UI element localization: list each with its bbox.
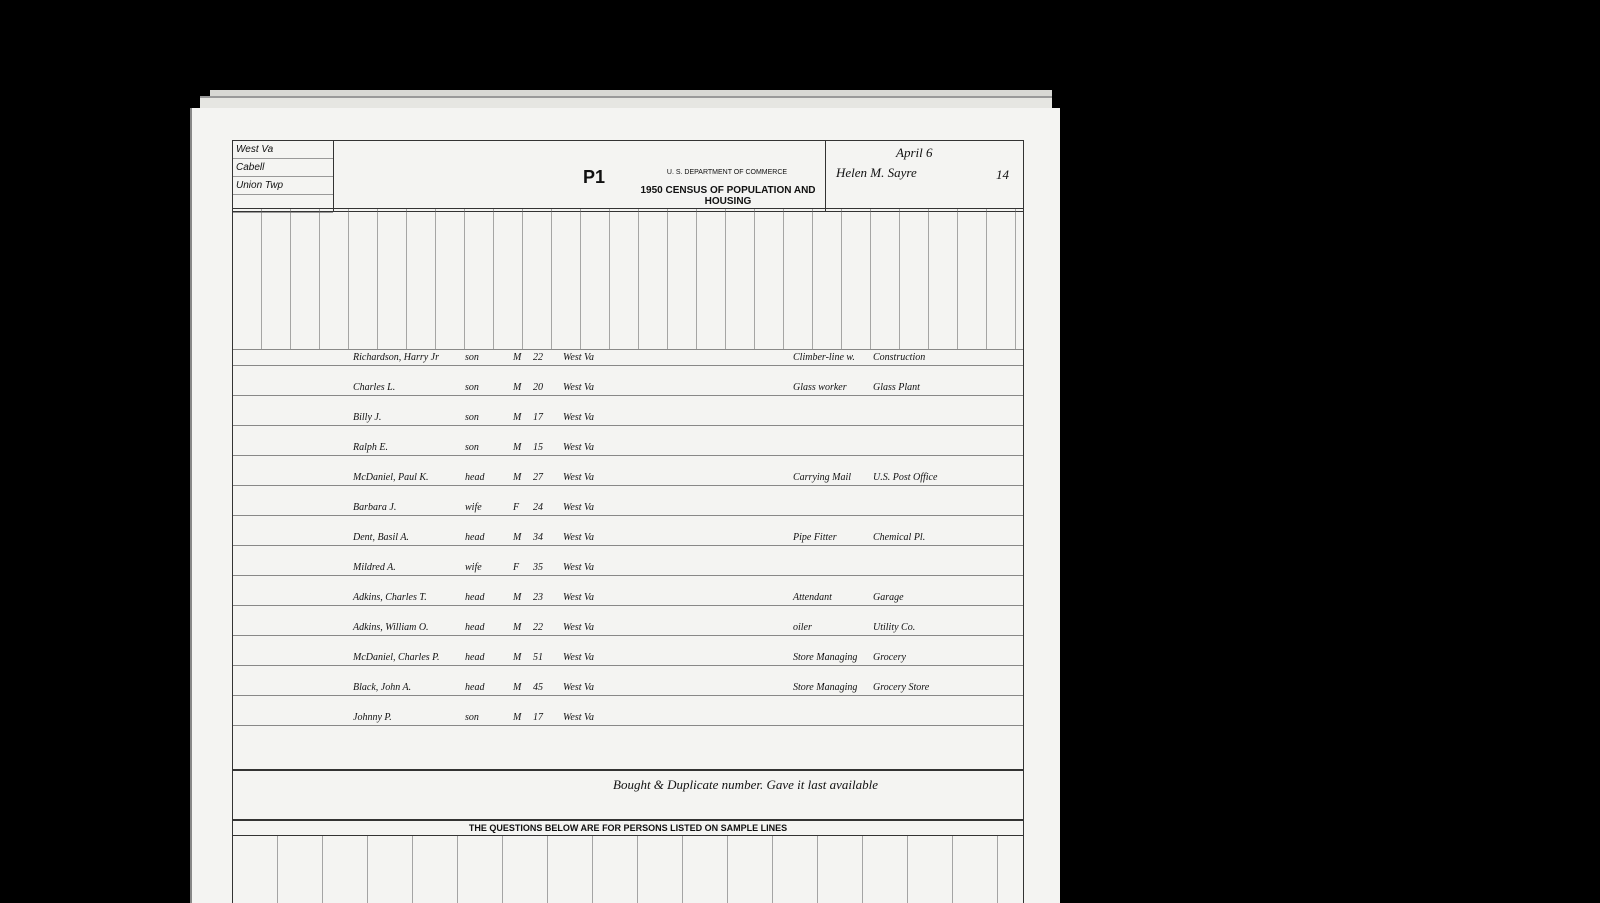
cell-occ: Climber-line w.: [793, 352, 855, 363]
cell-rel: wife: [465, 562, 482, 573]
table-row: [233, 651, 1023, 666]
cell-birth: West Va: [563, 442, 595, 453]
sample-columns: [233, 836, 1023, 903]
cell-rel: son: [465, 382, 479, 393]
cell-rel: wife: [465, 502, 482, 513]
cell-sex: M: [513, 382, 522, 393]
cell-sex: M: [513, 352, 522, 363]
enumerator-block: [825, 141, 1024, 211]
cell-sex: M: [513, 412, 522, 423]
cell-birth: West Va: [563, 652, 595, 663]
table-row: [233, 591, 1023, 606]
cell-rel: head: [465, 472, 485, 483]
cell-age: 35: [533, 562, 543, 573]
cell-age: 15: [533, 442, 543, 453]
table-row: [233, 561, 1023, 576]
cell-name: Adkins, Charles T.: [353, 592, 427, 603]
cell-name: McDaniel, Charles P.: [353, 652, 440, 663]
cell-birth: West Va: [563, 352, 595, 363]
note-line: Bought & Duplicate number. Gave it last available: [613, 777, 879, 792]
cell-birth: West Va: [563, 682, 595, 693]
cell-age: 51: [533, 652, 543, 663]
cell-age: 34: [533, 532, 543, 543]
state-field: West Va: [233, 141, 333, 159]
cell-age: 17: [533, 712, 543, 723]
cell-rel: head: [465, 592, 485, 603]
cell-occ: Carrying Mail: [793, 472, 852, 483]
department-label: U. S. DEPARTMENT OF COMMERCE: [666, 169, 788, 176]
cell-name: Dent, Basil A.: [353, 532, 409, 543]
cell-ind: Grocery: [873, 652, 906, 663]
cell-sex: F: [513, 502, 520, 513]
cell-birth: West Va: [563, 592, 595, 603]
cell-sex: F: [513, 562, 520, 573]
table-row: [233, 681, 1023, 696]
table-row: [233, 621, 1023, 636]
cell-age: 24: [533, 502, 543, 513]
county-field: Cabell: [233, 159, 333, 177]
cell-sex: M: [513, 652, 522, 663]
cell-ind: Chemical Pl.: [873, 532, 926, 543]
cell-sex: M: [513, 682, 522, 693]
cell-ind: Glass Plant: [873, 382, 920, 393]
cell-rel: head: [465, 622, 485, 633]
table-row: [233, 441, 1023, 456]
cell-ind: Construction: [873, 352, 926, 363]
date-field: April 6: [896, 145, 933, 160]
footnotes: [232, 770, 1024, 820]
cell-age: 27: [533, 472, 543, 483]
cell-sex: M: [513, 622, 522, 633]
sample-questions-title: THE QUESTIONS BELOW ARE FOR PERSONS LISTED ON SAMPLE LINES: [233, 821, 1023, 836]
cell-birth: West Va: [563, 502, 595, 513]
cell-birth: West Va: [563, 622, 595, 633]
table-row: [233, 501, 1023, 516]
cell-occ: Attendant: [793, 592, 832, 603]
cell-name: Billy J.: [353, 412, 382, 423]
census-title: 1950 CENSUS OF POPULATION AND HOUSING: [640, 185, 816, 207]
form-title-block: [583, 141, 823, 211]
cell-age: 22: [533, 352, 543, 363]
cell-rel: head: [465, 652, 485, 663]
form-header: [232, 140, 1024, 212]
cell-occ: Glass worker: [793, 382, 847, 393]
cell-name: Ralph E.: [353, 442, 388, 453]
cell-age: 22: [533, 622, 543, 633]
cell-rel: head: [465, 682, 485, 693]
cell-sex: M: [513, 472, 522, 483]
census-table: [232, 208, 1024, 770]
cell-rel: son: [465, 352, 479, 363]
cell-sex: M: [513, 532, 522, 543]
table-row: [233, 531, 1023, 546]
cell-occ: oiler: [793, 622, 812, 633]
cell-name: Richardson, Harry Jr: [353, 352, 440, 363]
cell-age: 20: [533, 382, 543, 393]
cell-occ: Pipe Fitter: [793, 532, 837, 543]
cell-sex: M: [513, 712, 522, 723]
cell-age: 23: [533, 592, 543, 603]
cell-occ: Store Managing: [793, 652, 858, 663]
table-row: [233, 711, 1023, 726]
cell-birth: West Va: [563, 412, 595, 423]
census-sheet: [190, 108, 1060, 903]
cell-name: Black, John A.: [353, 682, 412, 693]
sample-questions-section: [232, 820, 1024, 903]
cell-birth: West Va: [563, 472, 595, 483]
cell-occ: Store Managing: [793, 682, 858, 693]
cell-name: Mildred A.: [353, 562, 396, 573]
location-block: [233, 141, 334, 211]
cell-birth: West Va: [563, 382, 595, 393]
table-row: [233, 381, 1023, 396]
table-row: [233, 471, 1023, 486]
cell-name: McDaniel, Paul K.: [353, 472, 429, 483]
cell-rel: son: [465, 712, 479, 723]
cell-name: Johnny P.: [353, 712, 392, 723]
cell-birth: West Va: [563, 562, 595, 573]
cell-ind: Utility Co.: [873, 622, 916, 633]
table-row: [233, 351, 1023, 366]
cell-birth: West Va: [563, 532, 595, 543]
cell-name: Barbara J.: [353, 502, 397, 513]
column-headers: [233, 209, 1023, 350]
cell-rel: head: [465, 532, 485, 543]
cell-birth: West Va: [563, 712, 595, 723]
sheet-number: 14: [996, 167, 1009, 182]
table-row: [233, 411, 1023, 426]
cell-age: 45: [533, 682, 543, 693]
cell-rel: son: [465, 442, 479, 453]
cell-name: Adkins, William O.: [353, 622, 429, 633]
form-label: P1: [583, 167, 606, 187]
district-field: Union Twp: [233, 177, 333, 195]
cell-ind: U.S. Post Office: [873, 472, 938, 483]
cell-ind: Grocery Store: [873, 682, 930, 693]
enumerator-field: Helen M. Sayre: [836, 165, 917, 180]
cell-sex: M: [513, 442, 522, 453]
cell-sex: M: [513, 592, 522, 603]
cell-age: 17: [533, 412, 543, 423]
cell-rel: son: [465, 412, 479, 423]
cell-name: Charles L.: [353, 382, 396, 393]
cell-ind: Garage: [873, 592, 904, 603]
